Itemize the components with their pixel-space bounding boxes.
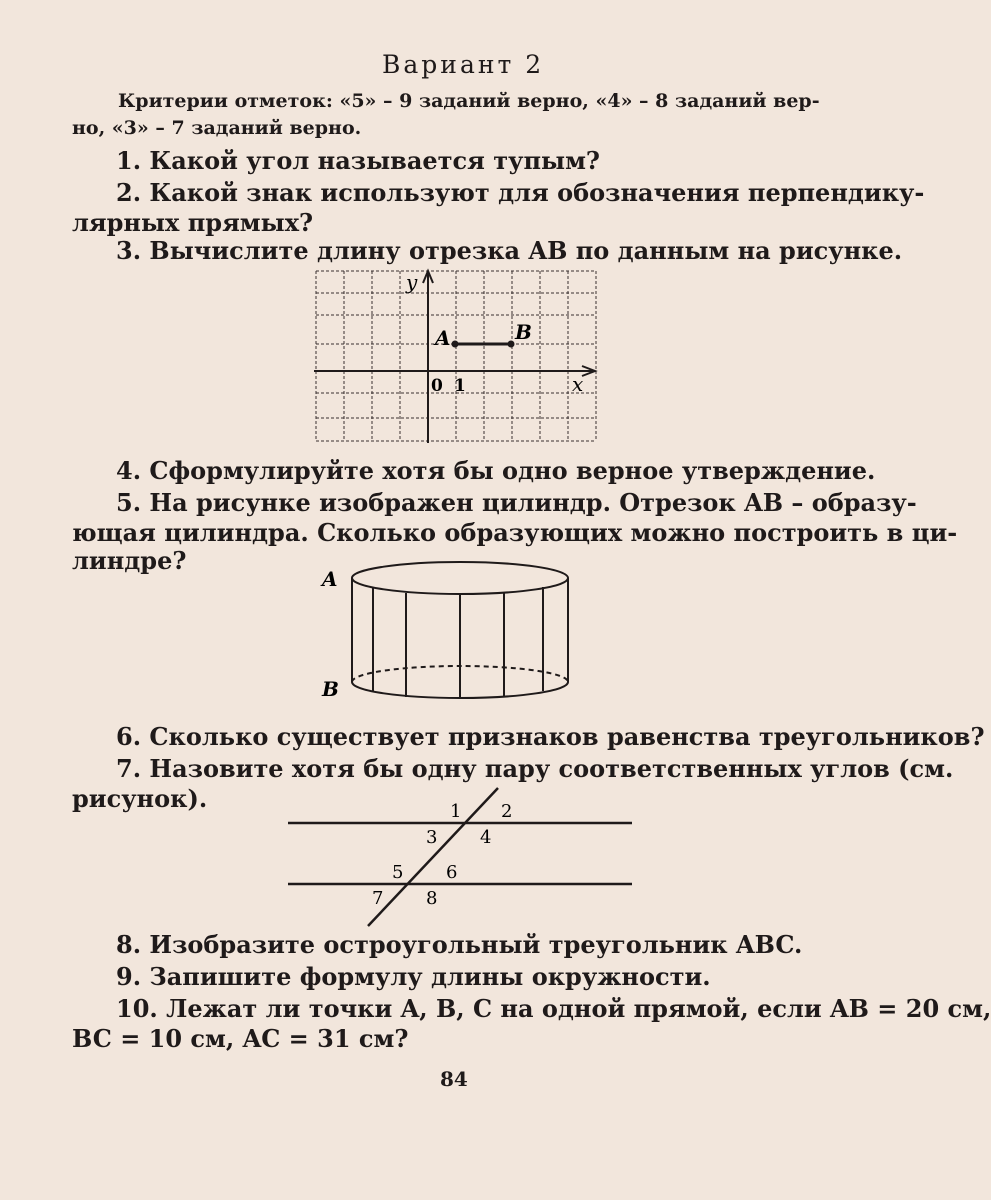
label-b: B bbox=[515, 320, 532, 344]
angles-figure bbox=[280, 784, 640, 930]
page-title: Вариант 2 bbox=[382, 50, 545, 79]
angle-label: 6 bbox=[446, 862, 458, 883]
label-b: B bbox=[322, 677, 339, 701]
angle-label: 8 bbox=[426, 888, 438, 909]
page-number: 84 bbox=[440, 1067, 468, 1091]
criteria-line-1: Критерии отметок: «5» – 9 заданий верно, «4» – 8 заданий вер- bbox=[118, 90, 820, 112]
point-b bbox=[508, 341, 515, 348]
question-7-line-2: рисунок). bbox=[72, 784, 208, 813]
angle-label: 2 bbox=[501, 801, 513, 822]
question-9: 9. Запишите формулу длины окружности. bbox=[116, 962, 711, 991]
question-6: 6. Сколько существует признаков равенства треугольников? bbox=[116, 722, 985, 751]
question-4: 4. Сформулируйте хотя бы одно верное утверждение. bbox=[116, 456, 876, 485]
question-2-line-2: лярных прямых? bbox=[72, 208, 314, 237]
label-1: 1 bbox=[454, 376, 466, 396]
question-3: 3. Вычислите длину отрезка AB по данным на рисунке. bbox=[116, 236, 903, 265]
question-5-line-2: ющая цилиндра. Сколько образующих можно построить в ци- bbox=[72, 518, 958, 547]
grid-lines bbox=[316, 271, 596, 441]
cylinder-figure bbox=[318, 556, 578, 724]
angle-label: 4 bbox=[480, 827, 492, 848]
top-ellipse bbox=[352, 562, 568, 594]
label-a: A bbox=[322, 567, 338, 591]
label-y: y bbox=[406, 270, 418, 294]
question-8: 8. Изобразите остроугольный треугольник ABC. bbox=[116, 930, 803, 959]
angle-label: 1 bbox=[450, 801, 462, 822]
label-a: A bbox=[435, 326, 451, 350]
question-5-line-3: линдре? bbox=[72, 546, 187, 575]
question-2-line-1: 2. Какой знак используют для обозначения перпендику- bbox=[116, 178, 925, 207]
label-x: x bbox=[572, 372, 584, 396]
question-10-line-1: 10. Лежат ли точки A, B, C на одной прямой, если AB = 20 см, bbox=[116, 994, 991, 1023]
point-a bbox=[452, 341, 459, 348]
angle-label: 7 bbox=[372, 888, 384, 909]
criteria-line-2: но, «3» – 7 заданий верно. bbox=[72, 117, 362, 139]
angle-label: 3 bbox=[426, 827, 438, 848]
coordinate-grid-figure bbox=[310, 265, 604, 451]
question-1: 1. Какой угол называется тупым? bbox=[116, 146, 600, 175]
angle-label: 5 bbox=[392, 862, 404, 883]
question-5-line-1: 5. На рисунке изображен цилиндр. Отрезок AB – образу- bbox=[116, 488, 917, 517]
question-7-line-1: 7. Назовите хотя бы одну пару соответственных углов (см. bbox=[116, 754, 954, 783]
question-10-line-2: BC = 10 см, AC = 31 см? bbox=[72, 1024, 409, 1053]
label-0: 0 bbox=[431, 376, 443, 396]
